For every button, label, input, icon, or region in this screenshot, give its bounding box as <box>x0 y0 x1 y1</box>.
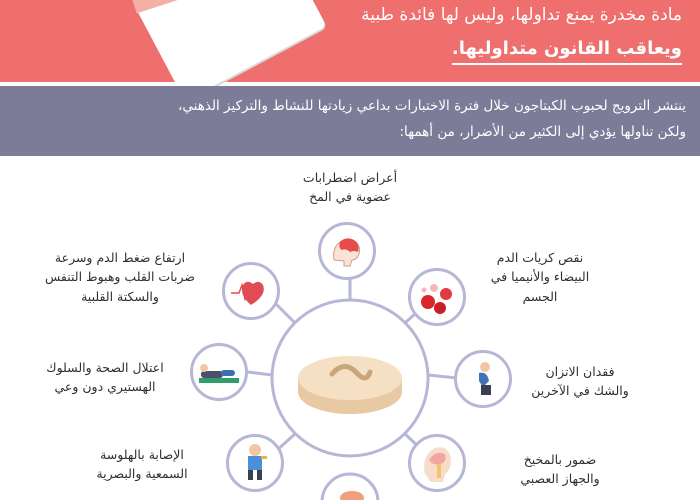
head-xray-circle <box>408 434 466 492</box>
effect-hallucinations-line2: السمعية والبصرية <box>96 466 188 482</box>
brain-icon <box>326 230 368 272</box>
effect-brain-disorders-line1: أعراض اضطرابات <box>302 170 398 185</box>
banner-line-1: مادة مخدرة يمنع تداولها، وليس لها فائدة طبية <box>361 5 682 25</box>
effect-brain-disorders <box>285 168 415 207</box>
spoke-left <box>248 372 272 375</box>
effect-blood-cells <box>480 248 600 306</box>
effect-heart-line1: ارتفاع ضغط الدم وسرعة <box>54 250 186 265</box>
effect-balance-line2: والشك في الآخرين <box>531 383 629 399</box>
effect-hallucinations-line1: الإصابة بالهلوسة <box>100 447 184 462</box>
blood-cells-circle <box>408 268 466 326</box>
effect-health-behavior-line1: اعتلال الصحة والسلوك <box>46 360 164 375</box>
effect-balance-line1: فقدان الاتزان <box>545 364 615 379</box>
banner-line-2: ويعاقب القانون متداوليها. <box>452 38 682 65</box>
heart-icon <box>229 271 273 311</box>
effect-blood-cells-line1: نقص كريات الدم <box>496 250 584 265</box>
brain-circle <box>318 222 376 280</box>
lying-person-icon <box>195 352 243 392</box>
effect-nervous-system-line1: ضمور بالمخيخ <box>523 452 597 467</box>
lying-person-circle <box>190 343 248 401</box>
effect-blood-cells-line2: البيضاء والأنيميا في <box>490 269 590 285</box>
effect-heart-line2: ضربات القلب وهبوط التنفس <box>44 269 195 285</box>
effect-heart <box>30 248 210 306</box>
sitting-person-icon <box>461 357 505 401</box>
head-xray-icon <box>415 440 459 486</box>
effect-health-behavior <box>30 358 180 397</box>
heart-circle <box>222 262 280 320</box>
confused-person-circle <box>226 434 284 492</box>
intro-line-1: ينتشر الترويج لحبوب الكبتاجون خلال فترة الاختبارات بداعي زيادتها للنشاط والتركيز الذهني، <box>178 98 686 114</box>
intro-line-2: ولكن تناولها يؤدي إلى الكثير من الأضرار، من أهمها: <box>399 124 686 140</box>
blood-cells-icon <box>414 274 460 320</box>
effect-blood-cells-line3: الجسم <box>522 288 558 304</box>
pill-icon <box>298 356 402 414</box>
effect-brain-disorders-line2: عضوية في المخ <box>309 189 391 205</box>
confused-person-icon <box>233 440 277 486</box>
effect-nervous-system-line2: والجهاز العصبي <box>520 471 600 487</box>
sitting-person-circle <box>454 350 512 408</box>
effect-hallucinations <box>72 445 212 484</box>
effect-heart-line3: والسكتة القلبية <box>81 288 159 304</box>
effect-health-behavior-line2: الهستيري دون وعي <box>54 379 156 395</box>
effect-balance <box>520 362 640 401</box>
spoke-right <box>428 375 457 378</box>
effect-nervous-system <box>500 450 620 489</box>
